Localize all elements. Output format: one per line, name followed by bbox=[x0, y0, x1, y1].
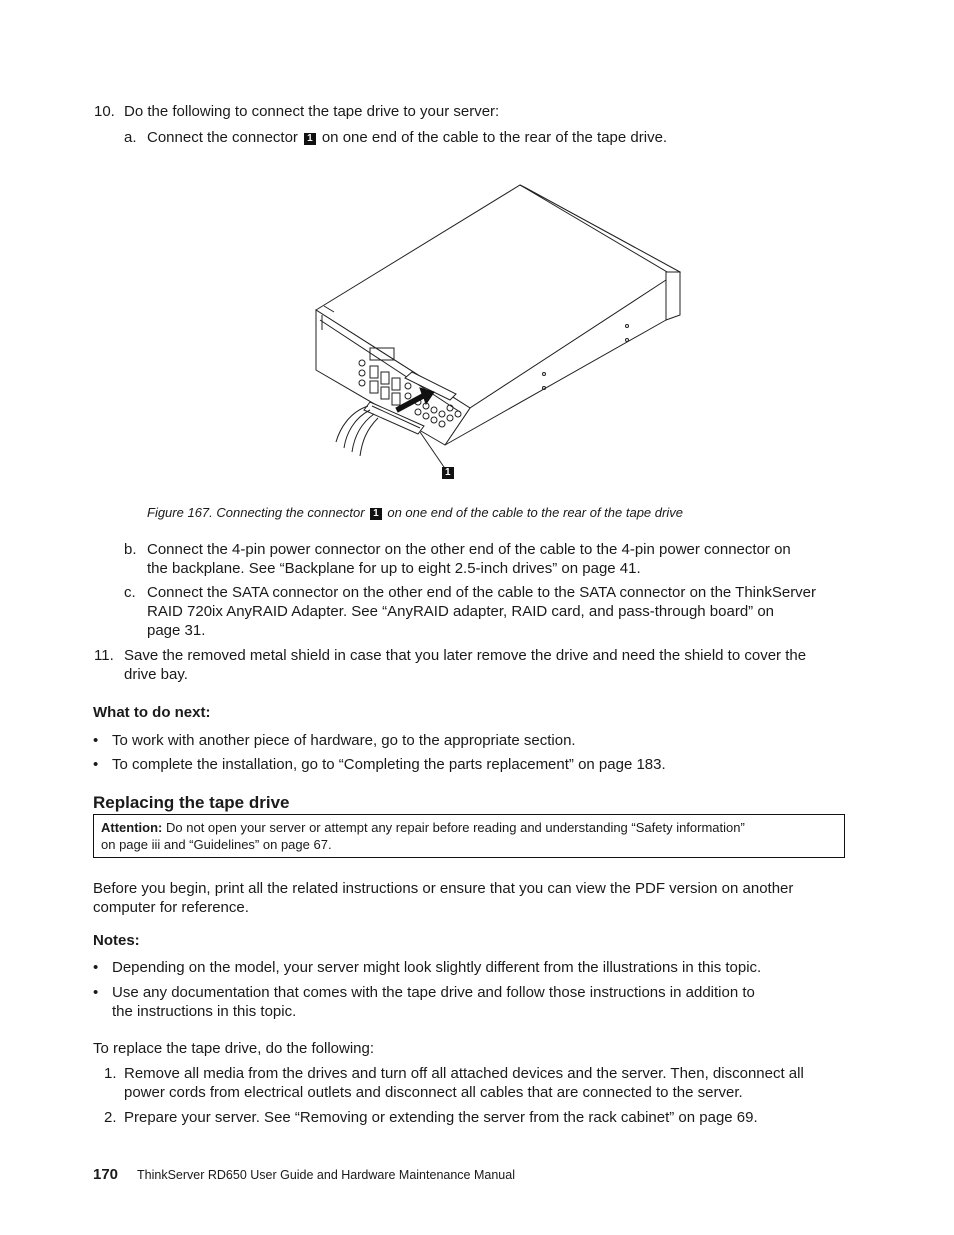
section-title: Replacing the tape drive bbox=[93, 793, 290, 812]
proc-step-1-line1: Remove all media from the drives and turn off all attached devices and the server. Then, disconnect all bbox=[124, 1065, 804, 1082]
substep-a-after: on one end of the cable to the rear of the tape drive. bbox=[321, 129, 668, 146]
caption-before: Figure 167. Connecting the connector bbox=[147, 505, 365, 520]
tape-drive-illustration bbox=[300, 180, 700, 480]
figure-callout-badge: 1 bbox=[442, 467, 454, 479]
note-2-line2: the instructions in this topic. bbox=[112, 1003, 297, 1020]
substep-a-text bbox=[147, 128, 667, 147]
step-10-number: 10. bbox=[94, 103, 115, 120]
step-11-line1: Save the removed metal shield in case that you later remove the drive and need the shield to cover the bbox=[124, 647, 807, 664]
step-11-number: 11. bbox=[94, 647, 114, 664]
bullet-marker: • bbox=[93, 732, 99, 749]
substep-b-line2: the backplane. See “Backplane for up to eight 2.5-inch drives” on page 41. bbox=[147, 560, 641, 577]
proc-step-1-number: 1. bbox=[104, 1065, 117, 1082]
proc-step-2-number: 2. bbox=[104, 1109, 117, 1126]
figure-caption bbox=[147, 504, 683, 521]
caption-callout-badge: 1 bbox=[370, 508, 382, 520]
notes-heading: Notes: bbox=[93, 932, 140, 949]
what-next-heading: What to do next: bbox=[93, 704, 211, 721]
proc-step-2-text: Prepare your server. See “Removing or extending the server from the rack cabinet” on page 69. bbox=[124, 1109, 758, 1126]
step-10-text: Do the following to connect the tape drive to your server: bbox=[124, 103, 500, 120]
procedure-intro: To replace the tape drive, do the following: bbox=[93, 1040, 375, 1057]
next-item-1: To work with another piece of hardware, go to the appropriate section. bbox=[112, 732, 576, 749]
substep-b-marker: b. bbox=[124, 541, 137, 558]
attention-box bbox=[93, 814, 845, 858]
step-11-line2: drive bay. bbox=[124, 666, 188, 683]
before-line1: Before you begin, print all the related instructions or ensure that you can view the PDF version on another bbox=[93, 880, 794, 897]
proc-step-1-line2: power cords from electrical outlets and disconnect all cables that are connected to the server. bbox=[124, 1084, 743, 1101]
substep-c-line2: RAID 720ix AnyRAID Adapter. See “AnyRAID adapter, RAID card, and pass-through board” on bbox=[147, 603, 775, 620]
caption-after: on one end of the cable to the rear of the tape drive bbox=[387, 505, 683, 520]
bullet-marker: • bbox=[93, 756, 99, 773]
substep-a-marker: a. bbox=[124, 129, 137, 146]
substep-c-marker: c. bbox=[124, 584, 136, 601]
attention-line1 bbox=[101, 819, 837, 836]
drive-front-bezel bbox=[666, 272, 680, 320]
substep-c-line3: page 31. bbox=[147, 622, 206, 639]
note-1: Depending on the model, your server might look slightly different from the illustrations in this topic. bbox=[112, 959, 762, 976]
before-line2: computer for reference. bbox=[93, 899, 249, 916]
substep-b-line1: Connect the 4-pin power connector on the other end of the cable to the 4-pin power connector on bbox=[147, 541, 791, 558]
substep-a-before: Connect the connector bbox=[147, 129, 298, 146]
footer-title: ThinkServer RD650 User Guide and Hardware Maintenance Manual bbox=[137, 1168, 515, 1182]
callout-badge: 1 bbox=[304, 133, 316, 145]
substep-c-line1: Connect the SATA connector on the other end of the cable to the SATA connector on the ThinkServer bbox=[147, 584, 817, 601]
bullet-marker: • bbox=[93, 959, 99, 976]
page-number: 170 bbox=[93, 1166, 119, 1183]
note-2-line1: Use any documentation that comes with the tape drive and follow those instructions in addition to bbox=[112, 984, 755, 1001]
attention-line2: on page iii and “Guidelines” on page 67. bbox=[101, 837, 332, 852]
attention-text: Do not open your server or attempt any repair before reading and understanding “Safety information” bbox=[166, 820, 745, 835]
bullet-marker: • bbox=[93, 984, 99, 1001]
attention-label: Attention: bbox=[101, 820, 163, 835]
next-item-2: To complete the installation, go to “Completing the parts replacement” on page 183. bbox=[112, 756, 666, 773]
